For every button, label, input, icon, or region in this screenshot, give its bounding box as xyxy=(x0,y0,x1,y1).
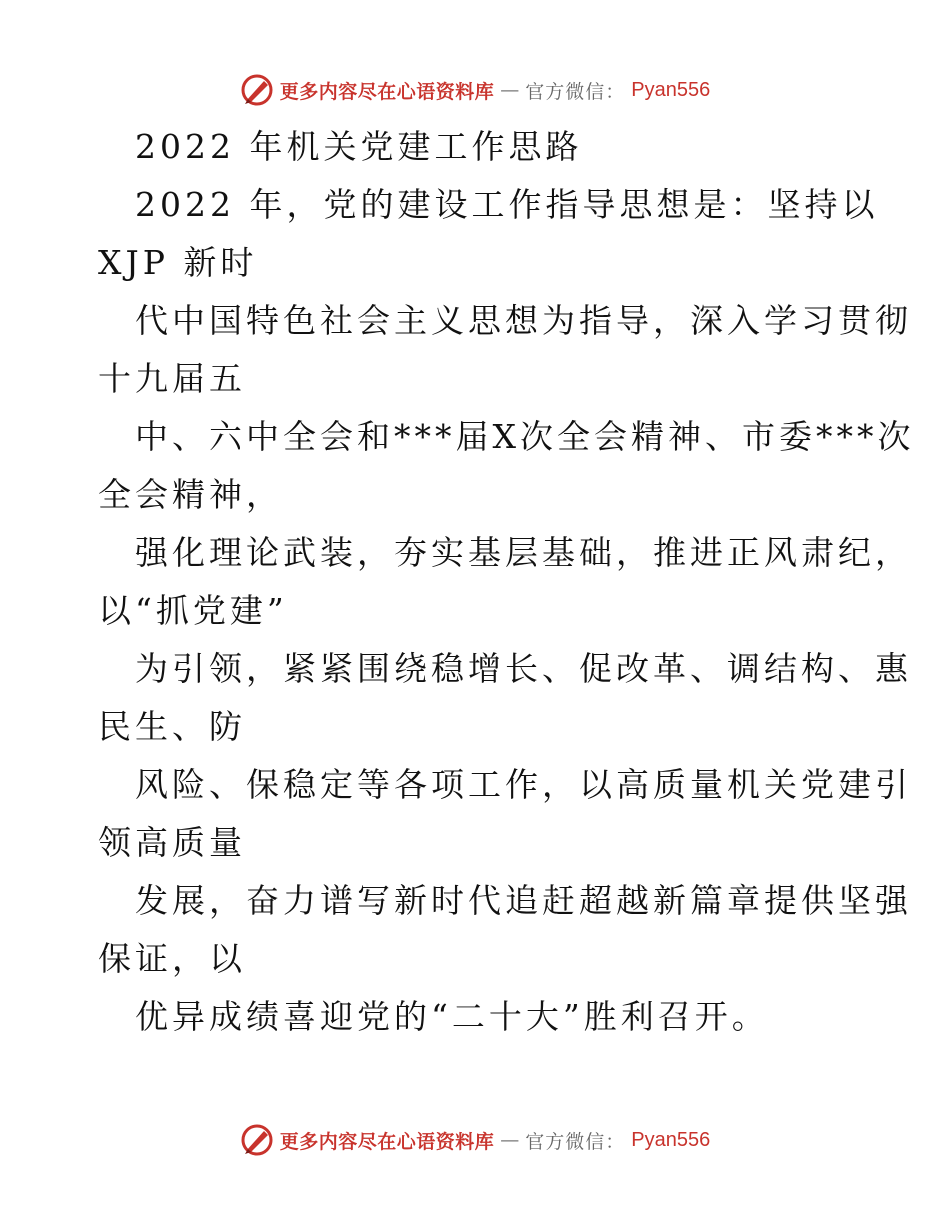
watermark-site-text: 更多内容尽在心语资料库 xyxy=(279,80,495,103)
pen-logo-icon xyxy=(240,1123,274,1157)
text-line: 全会精神， xyxy=(98,475,283,514)
text-line: 中、六中全会和***届X次全会精神、市委***次 xyxy=(135,417,915,456)
watermark-wechat-id: Pyan556 xyxy=(631,78,711,101)
text-line: 代中国特色社会主义思想为指导，深入学习贯彻 xyxy=(135,301,912,340)
pen-logo-icon xyxy=(240,73,274,107)
document-body xyxy=(98,118,915,1046)
text-line: 为引领，紧紧围绕稳增长、促改革、调结构、惠 xyxy=(135,649,912,688)
watermark-wechat-id: Pyan556 xyxy=(631,1128,711,1151)
header-watermark xyxy=(0,70,950,110)
text-line: 以“抓党建” xyxy=(98,591,288,630)
document-title: 2022 年机关党建工作思路 xyxy=(135,127,583,166)
watermark-wechat-label: 官方微信： xyxy=(525,80,626,103)
text-line: 发展，奋力谱写新时代追赶超越新篇章提供坚强 xyxy=(135,881,912,920)
watermark-wechat-label: 官方微信： xyxy=(525,1130,626,1153)
watermark-site-text: 更多内容尽在心语资料库 xyxy=(279,1130,495,1153)
watermark-dash: — xyxy=(500,79,520,101)
text-line: 优异成绩喜迎党的“二十大”胜利召开。 xyxy=(135,997,769,1036)
text-line: 十九届五 xyxy=(98,359,246,398)
text-line: 强化理论武装，夯实基层基础，推进正风肃纪， xyxy=(135,533,912,572)
text-line: 风险、保稳定等各项工作，以高质量机关党建引 xyxy=(135,765,912,804)
text-line: 民生、防 xyxy=(98,707,246,746)
watermark-dash: — xyxy=(500,1129,520,1151)
footer-watermark xyxy=(0,1120,950,1160)
text-line: 保证，以 xyxy=(98,939,246,978)
text-line: XJP 新时 xyxy=(98,243,258,282)
text-line: 领高质量 xyxy=(98,823,246,862)
text-line: 2022 年，党的建设工作指导思想是：坚持以 xyxy=(135,185,879,224)
